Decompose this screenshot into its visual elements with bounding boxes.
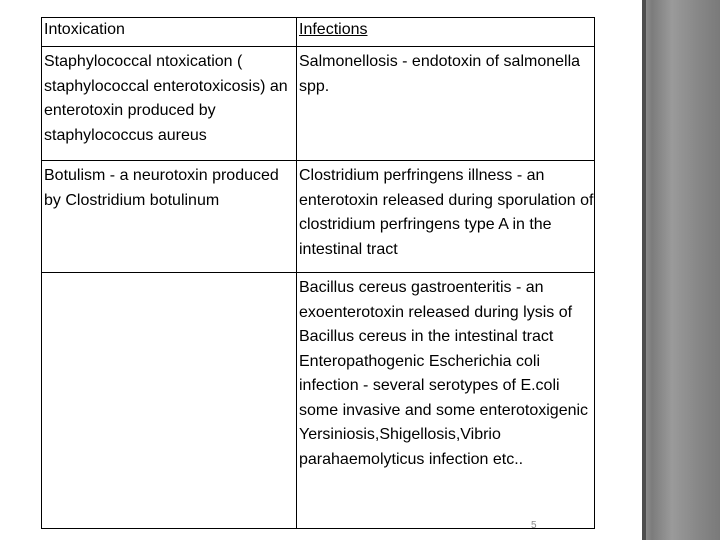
infection-cell: Clostridium perfringens illness - an enterotoxin released during sporulation of clostridium perfringens type A in the intestinal tract (297, 161, 595, 273)
decorative-side-strip (642, 0, 720, 540)
intoxication-cell: Staphylococcal ntoxication ( staphylococcal enterotoxicosis) an enterotoxin produced by staphylococcus aureus (42, 47, 297, 161)
table-row (42, 273, 595, 529)
infection-cell: Salmonellosis - endotoxin of salmonella spp. (297, 47, 595, 161)
infection-cell: Bacillus cereus gastroenteritis - an exoenterotoxin released during lysis of Bacillus cereus in the intestinal tract Enteropathogenic Escherichia coli infection - several serotypes of E.coli some invasive and some enterotoxigenic Yersiniosis,Shigellosis,Vibrio parahaemolyticus infection etc.. (297, 273, 595, 529)
intoxication-cell: Botulism - a neurotoxin produced by Clostridium botulinum (42, 161, 297, 273)
page-number: 5 (531, 520, 537, 531)
table-row (42, 47, 595, 161)
intoxication-cell (42, 273, 297, 529)
table-row (42, 161, 595, 273)
header-intoxication: Intoxication (42, 18, 297, 47)
table-header-row (42, 18, 595, 47)
comparison-table (41, 17, 595, 529)
header-infections-label: Infections (299, 21, 368, 38)
header-infections (297, 18, 595, 47)
